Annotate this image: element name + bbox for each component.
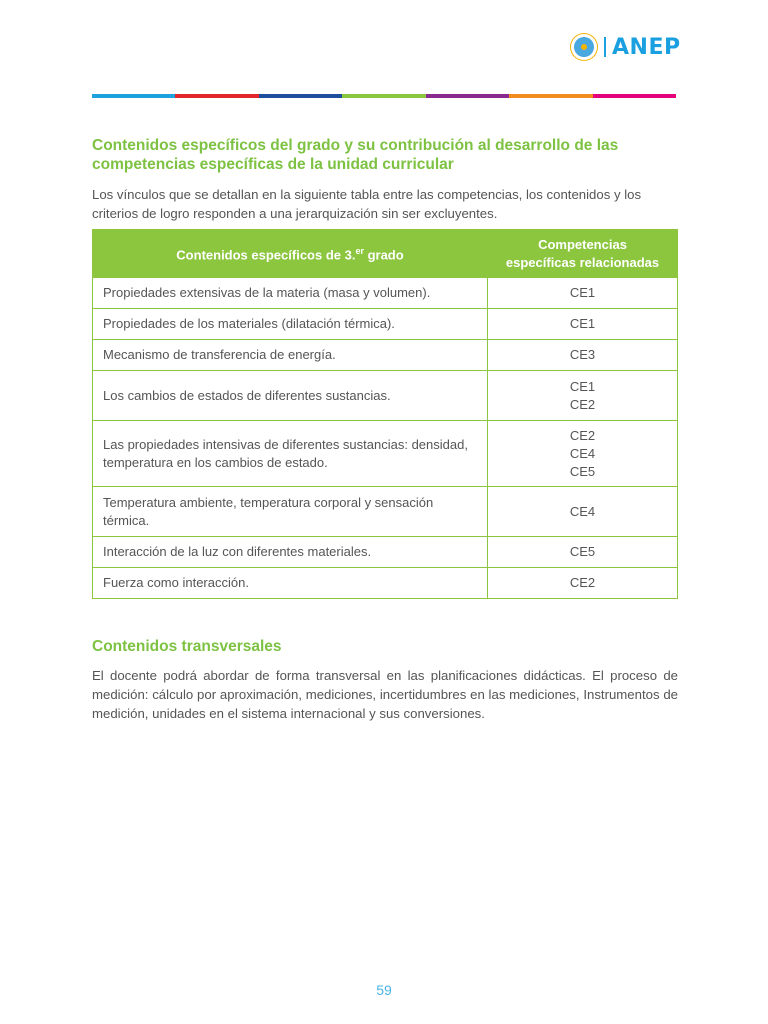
contents-table bbox=[92, 229, 678, 599]
table-row bbox=[93, 421, 678, 487]
intro-paragraph: Los vínculos que se detallan en la siguiente tabla entre las competencias, los contenidos y los criterios de logro responden a una jerarquización sin ser excluyentes. bbox=[92, 187, 642, 221]
stripe-segment bbox=[92, 94, 175, 98]
table-row bbox=[93, 487, 678, 537]
table-row bbox=[93, 278, 678, 309]
transversal-title: Contenidos transversales bbox=[92, 638, 282, 655]
competency-cell bbox=[488, 537, 678, 568]
section-title: Contenidos específicos del grado y su contribución al desarrollo de las competencias específicas de la unidad curricular bbox=[92, 137, 619, 173]
transversal-paragraph: El docente podrá abordar de forma transversal en las planificaciones didácticas. El proceso de medición: cálculo por aproximación, mediciones, incertidumbres en las mediciones, Instrumentos de medición, unidades en el sistema internacional y sus conversiones. bbox=[92, 668, 678, 721]
competency-cell bbox=[488, 278, 678, 309]
stripe-segment bbox=[426, 94, 509, 98]
anep-logo bbox=[574, 34, 681, 60]
content-cell: Propiedades extensivas de la materia (masa y volumen). bbox=[93, 278, 488, 309]
competency-code: CE4 bbox=[569, 503, 596, 519]
competency-code: CE5 bbox=[569, 463, 596, 479]
content-cell: Mecanismo de transferencia de energía. bbox=[93, 340, 488, 371]
stripe-segment bbox=[509, 94, 592, 98]
stripe-segment bbox=[342, 94, 425, 98]
stripe-segment bbox=[175, 94, 258, 98]
competency-cell bbox=[488, 309, 678, 340]
content-cell: Temperatura ambiente, temperatura corporal y sensación térmica. bbox=[93, 487, 488, 537]
competency-cell bbox=[488, 421, 678, 487]
table-row bbox=[93, 309, 678, 340]
header-competencies: Competencias específicas relacionadas bbox=[488, 230, 678, 278]
color-stripe bbox=[92, 94, 676, 98]
competency-code: CE1 bbox=[569, 378, 596, 394]
competency-cell bbox=[488, 487, 678, 537]
sun-emblem-icon bbox=[574, 37, 594, 57]
table-row bbox=[93, 537, 678, 568]
page-number: 59 bbox=[376, 982, 392, 998]
content-cell: Los cambios de estados de diferentes sustancias. bbox=[93, 371, 488, 421]
content-cell: Propiedades de los materiales (dilatación térmica). bbox=[93, 309, 488, 340]
table-header-row bbox=[93, 230, 678, 278]
table-row bbox=[93, 568, 678, 599]
header-contents: Contenidos específicos de 3.$^{er}$ grado bbox=[93, 230, 488, 278]
competency-code: CE2 bbox=[569, 396, 596, 412]
competency-code: CE2 bbox=[569, 575, 596, 590]
stripe-segment bbox=[593, 94, 676, 98]
competency-code: CE4 bbox=[569, 445, 596, 461]
competency-code: CE5 bbox=[569, 544, 596, 559]
stripe-segment bbox=[259, 94, 342, 98]
competency-code: CE2 bbox=[569, 427, 596, 443]
logo-text: ANEP bbox=[612, 34, 681, 60]
competency-cell bbox=[488, 568, 678, 599]
content-cell: Interacción de la luz con diferentes materiales. bbox=[93, 537, 488, 568]
table-row bbox=[93, 340, 678, 371]
table-row bbox=[93, 371, 678, 421]
content-cell: Fuerza como interacción. bbox=[93, 568, 488, 599]
competency-code: CE1 bbox=[569, 316, 596, 331]
competency-code: CE3 bbox=[569, 347, 596, 362]
competency-cell bbox=[488, 371, 678, 421]
logo-divider bbox=[604, 37, 606, 57]
competency-code: CE1 bbox=[569, 285, 596, 300]
content-cell: Las propiedades intensivas de diferentes sustancias: densidad, temperatura en los cambios de estado. bbox=[93, 421, 488, 487]
competency-cell bbox=[488, 340, 678, 371]
